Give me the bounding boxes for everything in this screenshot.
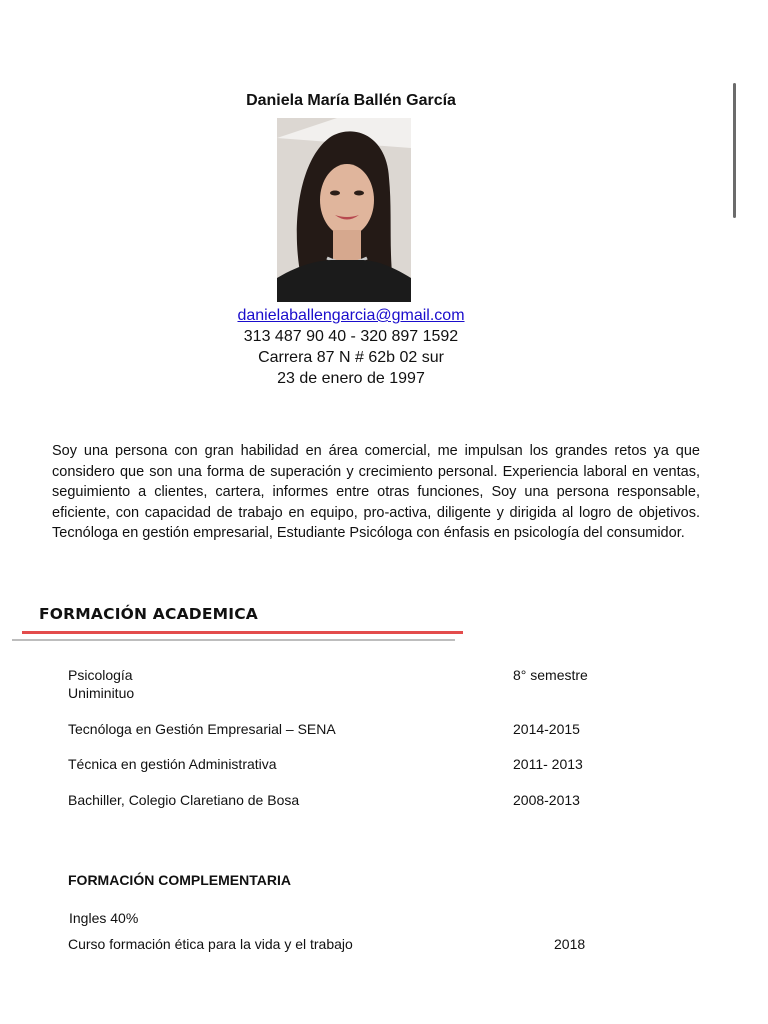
academic-entry: [68, 720, 668, 738]
academic-period: 2011- 2013: [513, 756, 583, 772]
complementary-year: 2018: [554, 936, 586, 952]
academic-entry: [68, 666, 668, 702]
academic-institution: Uniminituo: [68, 685, 135, 701]
profile-photo: [277, 118, 411, 302]
scrollbar-thumb[interactable]: [733, 83, 736, 218]
contact-block: [0, 305, 702, 389]
academic-program: Tecnóloga en Gestión Empresarial – SENA: [68, 721, 336, 737]
complementary-item: Curso formación ética para la vida y el trabajo: [68, 936, 353, 952]
section-title-complementary: FORMACIÓN COMPLEMENTARIA: [68, 872, 291, 888]
email-link[interactable]: danielaballengarcia@gmail.com: [237, 307, 465, 324]
phone-numbers: 313 487 90 40 - 320 897 1592: [243, 328, 459, 345]
academic-entry: [68, 791, 668, 809]
candidate-name: Daniela María Ballén García: [246, 92, 456, 109]
academic-period: 8° semestre: [513, 667, 588, 683]
section-divider-gray: [12, 639, 455, 641]
academic-program: Psicología: [68, 667, 133, 683]
academic-program: Técnica en gestión Administrativa: [68, 756, 277, 772]
section-divider-red: [22, 631, 463, 634]
address: Carrera 87 N # 62b 02 sur: [258, 349, 444, 366]
profile-summary: Soy una persona con gran habilidad en área comercial, me impulsan los grandes retos ya que considero que son una forma de superación y crecimiento personal. Experiencia laboral en ventas, seguimiento a clientes, cartera, informes entre otras funciones, Soy una persona responsable, eficiente, con capacidad de trabajo en equipo, pro-activa, diligente y dirigida al logro de objetivos. Tecnóloga en gestión empresarial, Estudiante Psicóloga con énfasis en psicología del consumidor.: [52, 443, 700, 542]
complementary-item: Ingles 40%: [69, 910, 139, 926]
academic-entry: [68, 755, 668, 773]
profile-photo-illustration: [277, 118, 411, 302]
section-title-academic: FORMACIÓN ACADEMICA: [39, 605, 258, 623]
birth-date: 23 de enero de 1997: [277, 370, 425, 387]
academic-period: 2008-2013: [513, 792, 580, 808]
academic-program: Bachiller, Colegio Claretiano de Bosa: [68, 792, 300, 808]
academic-period: 2014-2015: [513, 721, 580, 737]
